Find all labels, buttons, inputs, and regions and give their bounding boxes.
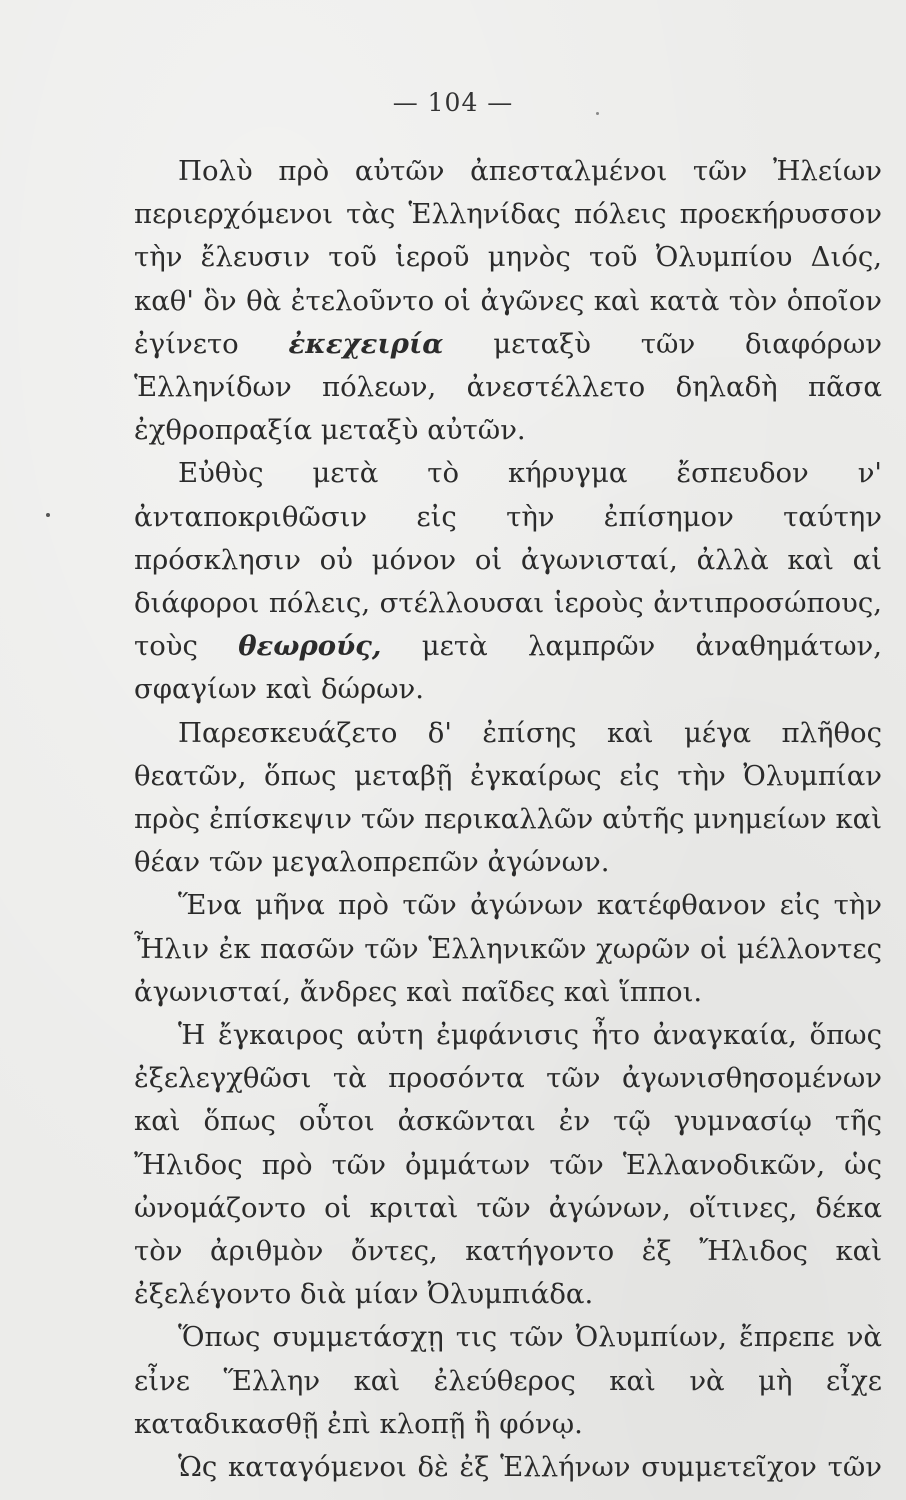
paragraph-1-text-start: Πολὺ πρὸ αὐτῶν ἀπεσταλμένοι τῶν Ἠλείων περιερχόμενοι τὰς Ἑλληνίδας πόλεις προεκήρυσσον τὴν ἔλευσιν τοῦ ἱεροῦ μηνὸς τοῦ Ὀλυμπίου Διός, καθ' ὃν θὰ ἐτελοῦντο οἱ ἀγῶνες καὶ κατὰ τὸν ὁποῖον ἐγίνετο [134, 155, 882, 360]
emphasis-theorous: θεωρούς, [238, 630, 382, 663]
paragraph-7: Ὡς καταγόμενοι δὲ ἐξ Ἑλλήνων συμμετεῖχον τῶν [178, 1451, 882, 1484]
emphasis-ekecheiria: ἐκεχειρία [288, 327, 444, 360]
ink-speck [46, 513, 50, 517]
paragraph-2 [134, 452, 882, 711]
paragraph-1 [134, 150, 882, 452]
paragraph-4: Ἕνα μῆνα πρὸ τῶν ἀγώνων κατέφθανον εἰς τὴν Ἦλιν ἐκ πασῶν τῶν Ἑλληνικῶν χωρῶν οἱ μέλλοντες ἀγωνισταί, ἄνδρες καὶ παῖδες καὶ ἵπποι. [134, 889, 882, 1008]
paragraph-2-text-start: Εὐθὺς μετὰ τὸ κήρυγμα ἔσπευδον ν' ἀνταποκριθῶσιν εἰς τὴν ἐπίσημον ταύτην πρόσκλησιν οὐ μόνον οἱ ἀγωνισταί, ἀλλὰ καὶ αἱ διάφοροι πόλεις, στέλλουσαι ἱεροὺς ἀντιπροσώπους, τοὺς [134, 457, 882, 663]
paragraph-6: Ὅπως συμμετάσχῃ τις τῶν Ὀλυμπίων, ἔπρεπε νὰ εἶνε Ἕλλην καὶ ἐλεύθερος καὶ νὰ μὴ εἶχε καταδικασθῇ ἐπὶ κλοπῇ ἢ φόνῳ. [134, 1321, 882, 1440]
page-number: — 104 — [392, 88, 514, 117]
paragraph-2-text-end: μετὰ λαμπρῶν ἀναθημάτων, σφαγίων καὶ δώρων. [134, 630, 882, 706]
body-text [134, 150, 882, 1489]
ink-speck [596, 112, 599, 115]
paragraph-3: Παρεσκευάζετο δ' ἐπίσης καὶ μέγα πλῆθος θεατῶν, ὅπως μεταβῇ ἐγκαίρως εἰς τὴν Ὀλυμπίαν πρὸς ἐπίσκεψιν τῶν περικαλλῶν αὐτῆς μνημείων καὶ θέαν τῶν μεγαλοπρεπῶν ἀγώνων. [134, 716, 882, 879]
paragraph-1-text-end: μεταξὺ τῶν διαφόρων Ἑλληνίδων πόλεων, ἀνεστέλλετο δηλαδὴ πᾶσα ἐχθροπραξία μεταξὺ αὐτῶν. [134, 327, 882, 447]
paragraph-5: Ἡ ἔγκαιρος αὐτη ἐμφάνισις ἦτο ἀναγκαία, ὅπως ἐξελεγχθῶσι τὰ προσόντα τῶν ἀγωνισθησομένων καὶ ὅπως οὗτοι ἀσκῶνται ἐν τῷ γυμνασίῳ τῆς Ἤλιδος πρὸ τῶν ὀμμάτων τῶν Ἑλλανοδικῶν, ὡς ὠνομάζοντο οἱ κριταὶ τῶν ἀγώνων, οἵτινες, δέκα τὸν ἀριθμὸν ὄντες, κατήγοντο ἐξ Ἤλιδος καὶ ἐξελέγοντο διὰ μίαν Ὀλυμπιάδα. [134, 1019, 882, 1311]
